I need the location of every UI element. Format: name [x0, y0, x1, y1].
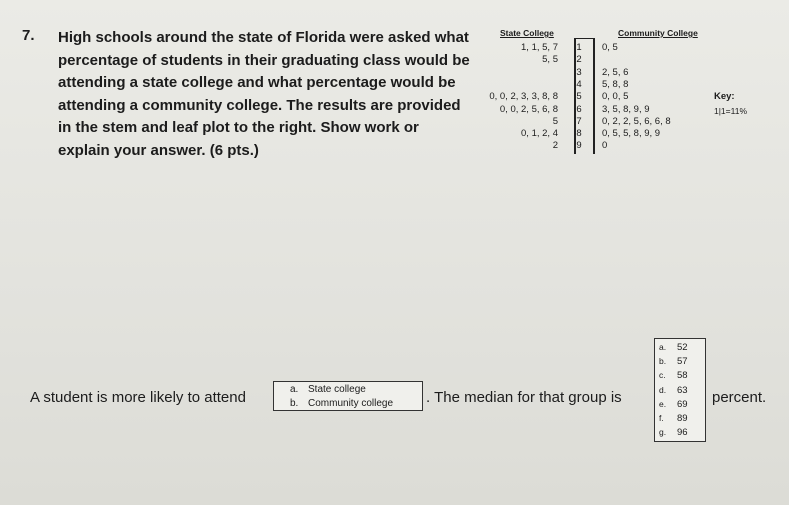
option-letter: e.	[659, 398, 667, 409]
option-label: 96	[677, 427, 688, 439]
option-letter: f.	[659, 413, 664, 423]
question-line: explain your answer. (6 pts.)	[58, 141, 259, 159]
question-number: 7.	[22, 27, 35, 44]
median-option[interactable]	[659, 369, 688, 382]
option-letter: c.	[659, 370, 666, 381]
question-line: percentage of students in their graduating class would be	[58, 51, 470, 69]
stem-value: 1	[576, 42, 582, 53]
option-label: 52	[677, 342, 688, 353]
community-college-leaves: 0, 5, 5, 8, 9, 9	[602, 128, 661, 140]
community-college-leaves: 5, 8, 8	[602, 78, 629, 90]
answer-suffix: percent.	[712, 389, 767, 406]
option-label: 57	[677, 356, 688, 368]
option-letter: a.	[659, 342, 667, 352]
state-college-leaves: 5, 5	[542, 54, 558, 66]
plot-row	[478, 54, 708, 65]
community-college-leaves: 0, 0, 5	[602, 91, 629, 103]
plot-row	[478, 140, 708, 151]
state-college-leaves: 5	[552, 115, 558, 127]
option-label: 69	[677, 398, 688, 410]
plot-row	[478, 128, 708, 139]
stem-value: 9	[576, 140, 582, 152]
plot-row	[478, 116, 708, 127]
plot-row	[478, 42, 708, 53]
stem-value: 7	[576, 115, 582, 127]
median-option[interactable]	[659, 355, 688, 368]
community-college-leaves: 2, 5, 6	[602, 66, 629, 78]
dropdown-option[interactable]	[290, 398, 393, 409]
question-line: attending a community college. The results are provided	[58, 96, 461, 114]
key-value: 1|1=11%	[714, 106, 748, 116]
state-college-leaves: 0, 0, 2, 3, 3, 8, 8	[489, 91, 558, 103]
community-college-leaves: 0, 5	[602, 42, 618, 53]
community-college-header: Community College	[618, 28, 698, 38]
answer-prefix: A student is more likely to attend	[30, 389, 246, 406]
plot-row	[478, 79, 708, 90]
median-dropdown[interactable]	[654, 338, 706, 442]
plot-row	[478, 104, 708, 115]
option-letter: a.	[290, 384, 299, 395]
stem-value: 6	[576, 103, 582, 115]
option-label: Community college	[308, 398, 394, 409]
community-college-leaves: 0	[602, 140, 608, 152]
median-option[interactable]	[659, 412, 688, 425]
stem-value: 3	[576, 66, 582, 78]
question-line: attending a state college and what percentage would be	[58, 74, 456, 91]
key-label: Key:	[714, 91, 735, 102]
option-label: 63	[677, 384, 688, 396]
stem-value: 8	[576, 128, 582, 140]
median-option[interactable]	[659, 426, 688, 439]
option-letter: b.	[290, 398, 299, 409]
option-label: State college	[308, 384, 366, 395]
stem-and-leaf-plot	[478, 28, 708, 168]
college-dropdown[interactable]	[273, 381, 423, 411]
community-college-leaves: 3, 5, 8, 9, 9	[602, 103, 650, 115]
option-label: 58	[677, 370, 688, 382]
answer-middle: . The median for that group is	[426, 389, 622, 406]
state-college-leaves: 0, 0, 2, 5, 6, 8	[499, 103, 558, 115]
stem-value: 4	[576, 78, 582, 90]
question-line: High schools around the state of Florida were asked what	[58, 29, 469, 46]
median-option[interactable]	[659, 341, 688, 354]
plot-row	[478, 67, 708, 78]
state-college-leaves: 2	[552, 140, 558, 152]
option-letter: g.	[659, 427, 667, 438]
median-option[interactable]	[659, 384, 688, 397]
state-college-leaves: 1, 1, 5, 7	[521, 42, 558, 53]
dropdown-option[interactable]	[290, 384, 366, 395]
question-line: in the stem and leaf plot to the right. Show work or	[58, 119, 419, 136]
option-letter: d.	[659, 384, 667, 395]
plot-row	[478, 91, 708, 102]
option-label: 89	[677, 413, 688, 424]
option-letter: b.	[659, 356, 667, 367]
stem-value: 5	[576, 91, 582, 103]
community-college-leaves: 0, 2, 2, 5, 6, 6, 8	[602, 115, 671, 127]
header-rule	[574, 38, 594, 39]
stem-value: 2	[576, 54, 582, 66]
state-college-leaves: 0, 1, 2, 4	[521, 128, 558, 140]
question-text	[58, 27, 470, 162]
median-option[interactable]	[659, 398, 688, 411]
state-college-header: State College	[500, 28, 554, 38]
